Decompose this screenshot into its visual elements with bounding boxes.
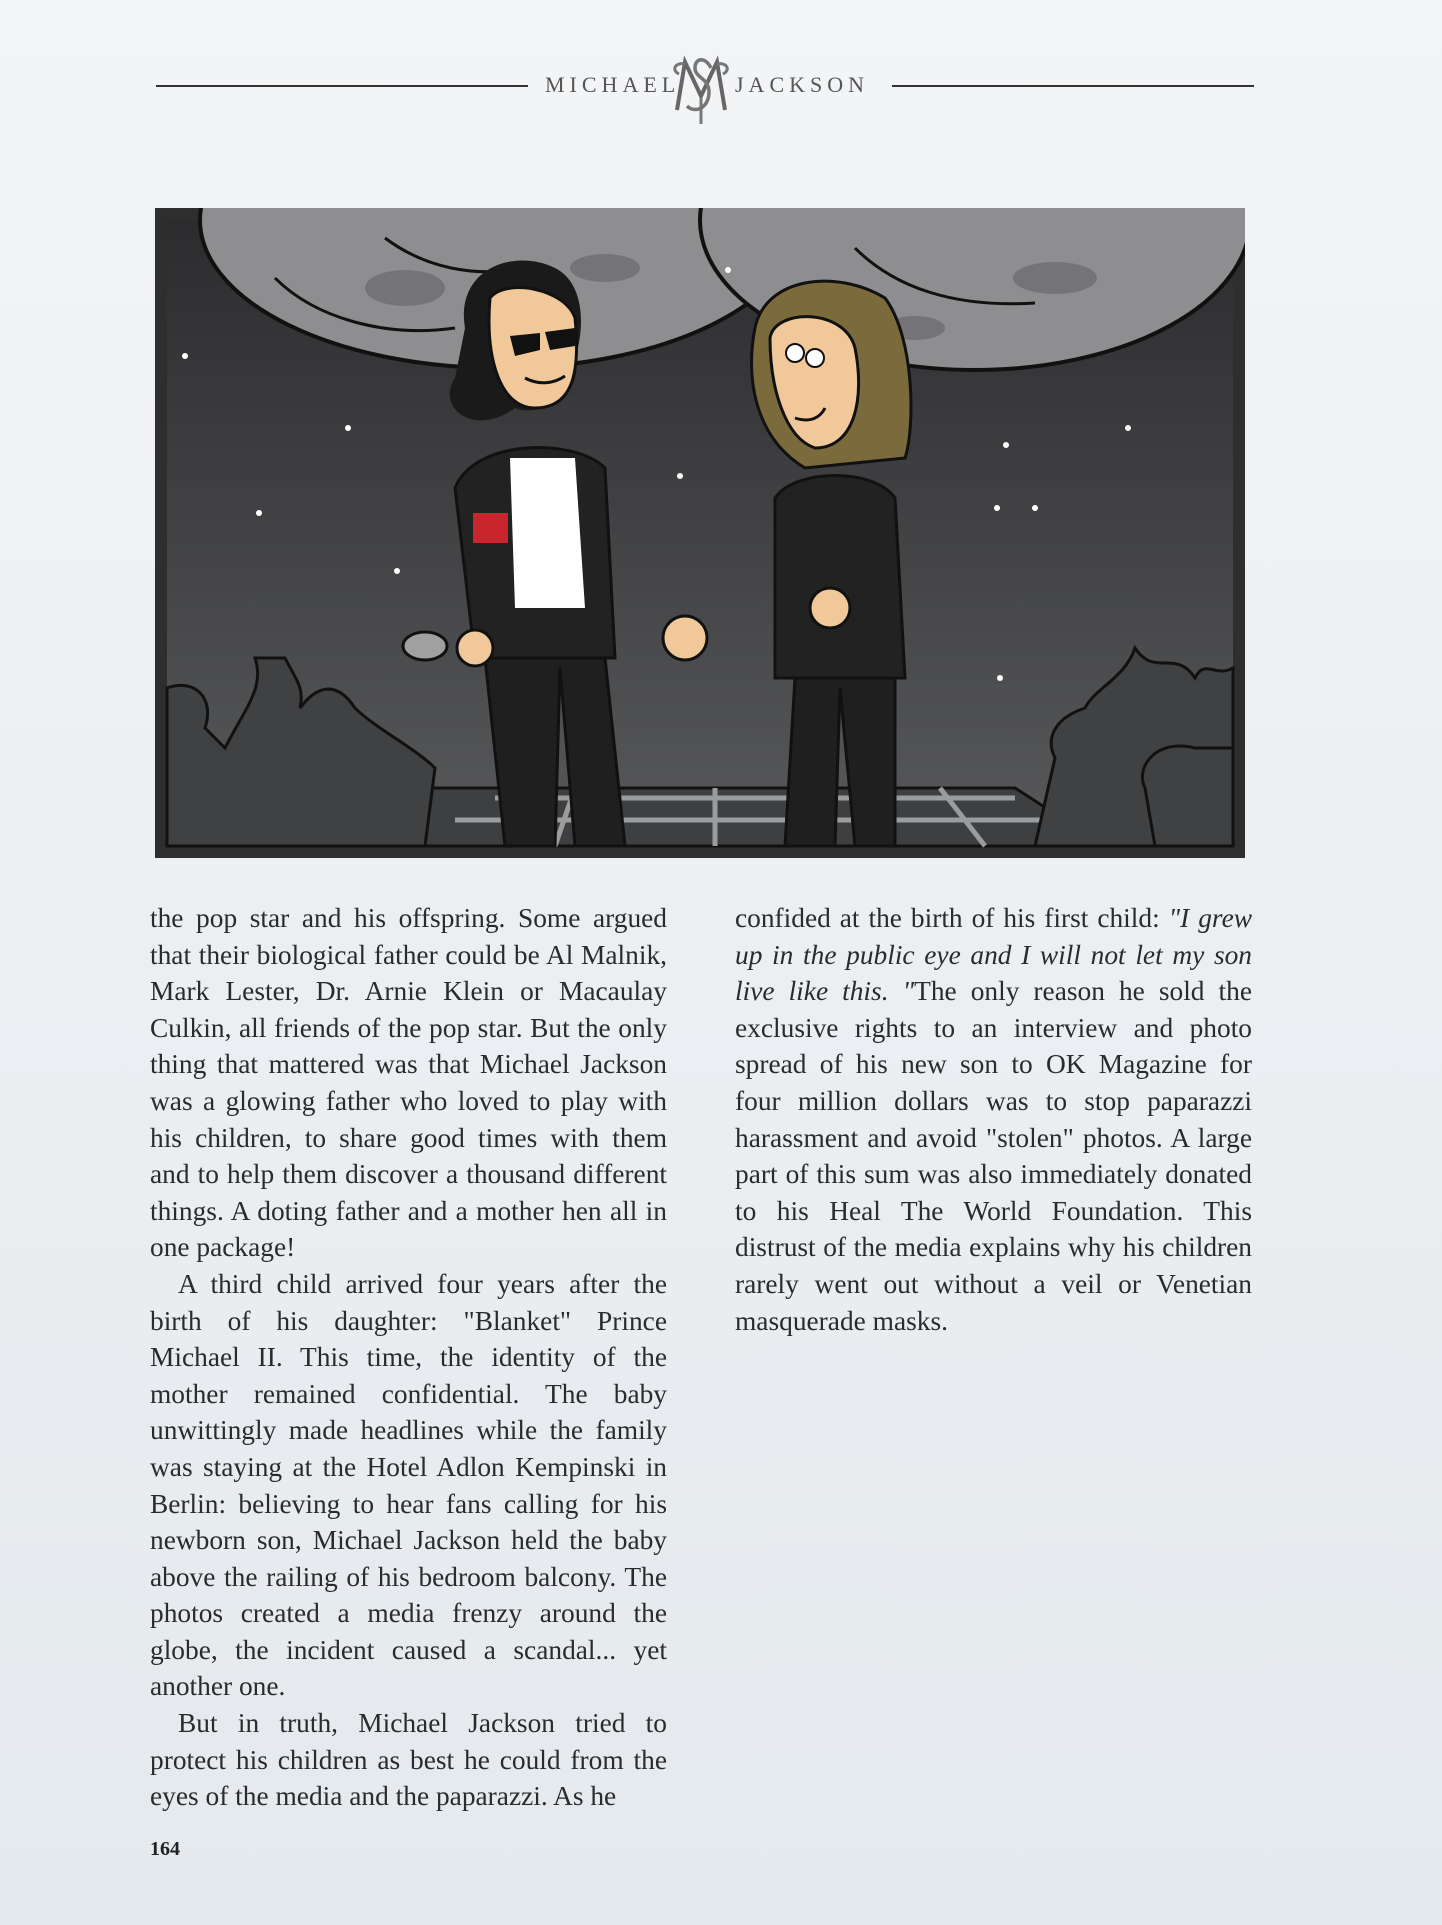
paragraph: But in truth, Michael Jackson tried to protect his children as best he could from the eyes of the media and the paparazzi. As he [150, 1708, 667, 1812]
paragraph-rest: The only reason he sold the exclusive rights to an interview and photo spread of his new son to OK Magazine for four million dollars was to stop paparazzi harassment and avoid "stolen" photos. A large part of this sum was also immediately donated to his Heal The World Foundation. This distrust of the media explains why his children rarely went out without a veil or Venetian masquerade masks. [735, 976, 1252, 1336]
paragraph: the pop star and his offspring. Some argued that their biological father could be Al Malnik, Mark Lester, Dr. Arnie Klein or Macaulay Culkin, all friends of the pop star. But the only thing that mattered was that Michael Jackson was a glowing father who loved to play with his children, to share good times with them and to help them discover a thousand different things. A doting father and a mother hen all in one package! [150, 903, 667, 1263]
running-header [0, 62, 1442, 110]
header-rule-right [892, 85, 1254, 87]
header-name-first: MICHAEL [545, 72, 681, 97]
header-name-last: JACKSON [735, 72, 870, 97]
mj-monogram-logo [665, 48, 737, 128]
paragraph [735, 900, 1252, 1339]
cartoon-illustration [155, 208, 1245, 858]
pull-quote: "I grew up in the public eye and I will not let my son live like this. " [735, 903, 1252, 1007]
paragraph: A third child arrived four years after the birth of his daughter: "Blanket" Prince Michael II. This time, the identity of the mother remained confidential. The baby unwittingly made headlines while the family was staying at the Hotel Adlon Kempinski in Berlin: believing to hear fans calling for his newborn son, Michael Jackson held the baby above the railing of his bedroom balcony. The photos created a media frenzy around the globe, the incident caused a scandal... yet another one. [150, 1268, 667, 1702]
page-number: 164 [150, 1838, 180, 1860]
text-column-right [735, 900, 1252, 1339]
text-column-left [150, 900, 667, 1815]
paragraph-lead: confided at the birth of his first child: [735, 903, 1169, 933]
header-rule-left [156, 85, 528, 87]
